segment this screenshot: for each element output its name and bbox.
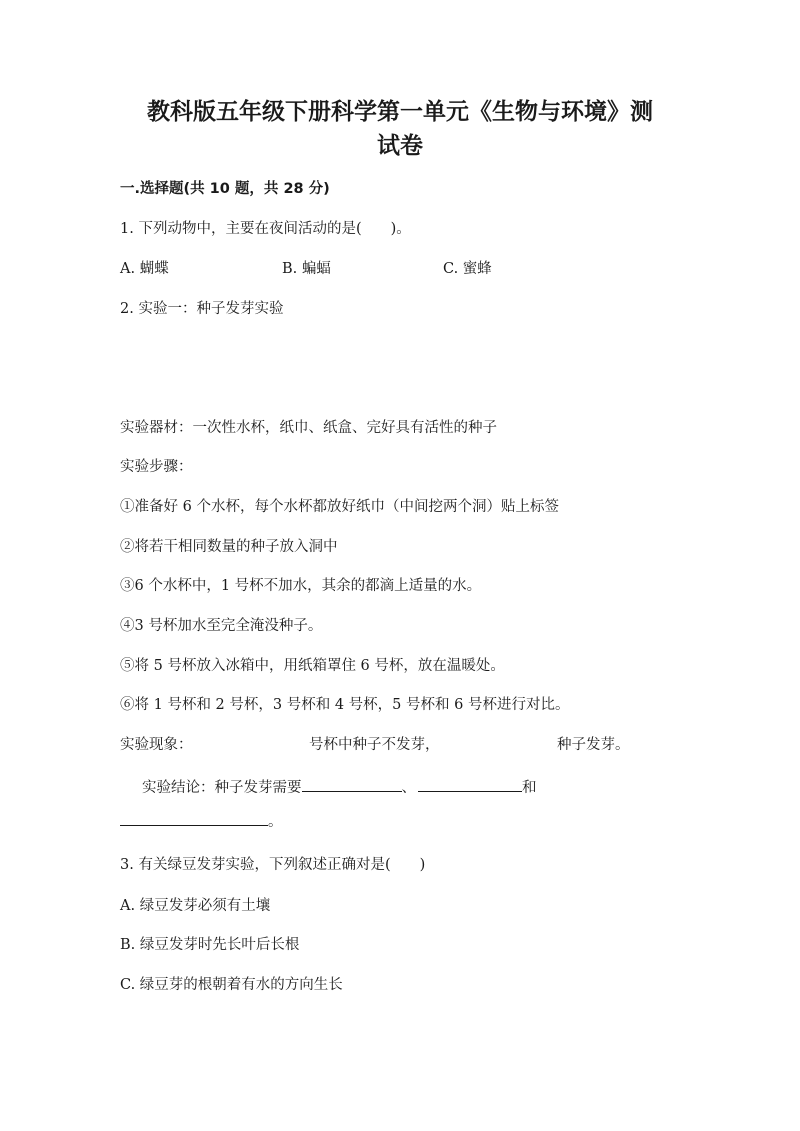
question-3-stem: 3. 有关绿豆发芽实验，下列叙述正确对是( ) xyxy=(120,857,426,873)
answer-blank-2[interactable] xyxy=(418,776,522,792)
experiment-step: ⑥将 1 号杯和 2 号杯，3 号杯和 4 号杯，5 号杯和 6 号杯进行对比。 xyxy=(120,697,570,713)
phenomenon-label: 实验现象： xyxy=(120,737,193,753)
experiment-step: ②将若干相同数量的种子放入洞中 xyxy=(120,539,338,555)
question-1-stem: 1. 下列动物中，主要在夜间活动的是( )。 xyxy=(120,221,411,237)
section-heading: 一.选择题(共 10 题，共 28 分) xyxy=(120,181,330,197)
question-3-option-b: B. 绿豆发芽时先长叶后长根 xyxy=(120,937,300,953)
answer-blank-3[interactable] xyxy=(120,810,268,826)
phenomenon-middle-text: 号杯中种子不发芽， xyxy=(309,737,440,753)
conclusion-line xyxy=(142,776,537,798)
phenomenon-end-text: 种子发芽。 xyxy=(557,737,630,753)
experiment-step: ⑤将 5 号杯放入冰箱中，用纸箱罩住 6 号杯，放在温暖处。 xyxy=(120,658,505,674)
conclusion-end: 。 xyxy=(268,814,283,830)
conclusion-separator: 、 xyxy=(401,780,416,796)
question-3-option-a: A. 绿豆发芽必须有土壤 xyxy=(120,898,271,914)
experiment-step: ①准备好 6 个水杯，每个水杯都放好纸巾（中间挖两个洞）贴上标签 xyxy=(120,499,559,515)
conclusion-line-2 xyxy=(120,810,283,832)
document-title-line-1: 教科版五年级下册科学第一单元《生物与环境》测 xyxy=(147,99,653,125)
conclusion-prefix: 实验结论：种子发芽需要 xyxy=(142,780,302,796)
question-1-option-b: B. 蝙蝠 xyxy=(282,261,331,277)
experiment-step: ③6 个水杯中，1 号杯不加水，其余的都滴上适量的水。 xyxy=(120,578,482,594)
question-2-stem: 2. 实验一：种子发芽实验 xyxy=(120,301,284,317)
experiment-steps-label: 实验步骤： xyxy=(120,459,193,475)
answer-blank-1[interactable] xyxy=(302,776,402,792)
experiment-materials: 实验器材：一次性水杯，纸巾、纸盒、完好具有活性的种子 xyxy=(120,420,497,436)
conclusion-and: 和 xyxy=(522,780,537,796)
document-title-line-2: 试卷 xyxy=(377,133,423,159)
question-1-option-c: C. 蜜蜂 xyxy=(443,261,492,277)
question-3-option-c: C. 绿豆芽的根朝着有水的方向生长 xyxy=(120,977,343,993)
experiment-step: ④3 号杯加水至完全淹没种子。 xyxy=(120,618,323,634)
question-1-option-a: A. 蝴蝶 xyxy=(120,261,169,277)
